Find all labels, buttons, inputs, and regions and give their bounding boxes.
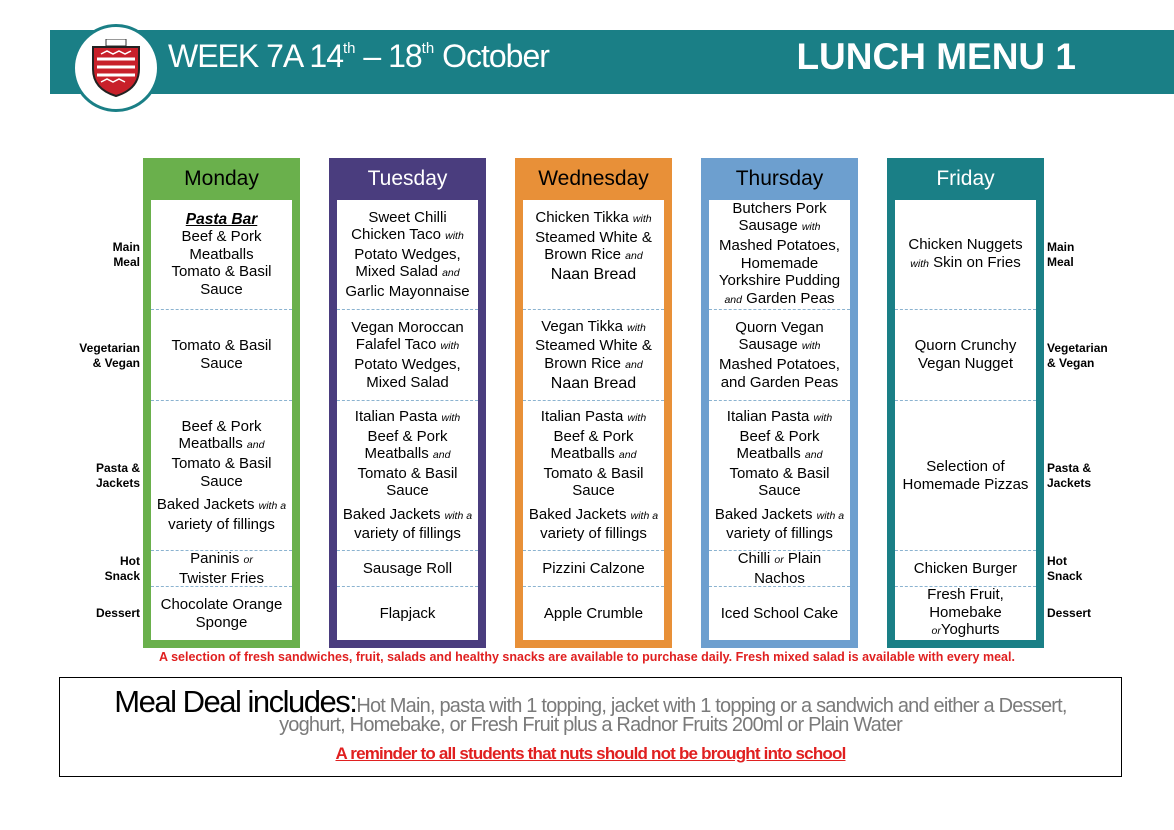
- row-label-main-meal: Main Meal: [112, 240, 140, 269]
- cell-dessert: Apple Crumble: [543, 604, 644, 622]
- day-column-tuesday: [329, 158, 486, 648]
- menu-title: LUNCH MENU 1: [796, 36, 1076, 77]
- cell-pasta-jackets: Italian Pasta with Beef & Pork Meatballs and Tomato & Basil Sauce Baked Jackets with a variety of fillings: [709, 401, 850, 551]
- day-column-wednesday: [515, 158, 672, 648]
- row-label-pasta-jackets-right: Pasta & Jackets: [1047, 461, 1092, 490]
- cell-dessert: Chocolate Orange Sponge: [160, 595, 283, 631]
- day-name-friday: Friday: [936, 167, 995, 190]
- cell-main-meal: Sweet Chilli Chicken Taco with Potato Wedges, Mixed Salad and Garlic Mayonnaise: [337, 200, 478, 310]
- meal-deal-text-2: yoghurt, Homebake, or Fresh Fruit plus a Radnor Fruits 200ml or Plain Water: [279, 714, 902, 736]
- cell-pasta-jackets: Selection of Homemade Pizzas: [895, 401, 1036, 551]
- meal-deal-text-1: Hot Main, pasta with 1 topping, jacket with 1 topping or a sandwich and either a Dessert,: [356, 695, 1067, 717]
- cell-vegetarian: Quorn Vegan Sausage with Mashed Potatoes, and Garden Peas: [709, 310, 850, 401]
- row-label-dessert: Dessert: [95, 606, 140, 620]
- day-body-monday: [151, 200, 292, 640]
- row-label-dessert-right: Dessert: [1047, 606, 1092, 620]
- cell-main-meal: Pasta Bar Beef & Pork Meatballs Tomato & Basil Sauce: [151, 200, 292, 310]
- day-name-monday: Monday: [184, 167, 259, 190]
- day-column-thursday: [701, 158, 858, 648]
- school-crest-logo: [72, 24, 160, 112]
- row-label-hot-snack-right: Hot Snack: [1047, 554, 1083, 583]
- cell-dessert: Flapjack: [379, 604, 436, 622]
- cell-hot-snack: Sausage Roll: [337, 551, 478, 587]
- row-label-hot-snack: Hot Snack: [104, 554, 140, 583]
- cell-hot-snack: Paninis or Twister Fries: [151, 551, 292, 587]
- day-name-thursday: Thursday: [735, 167, 824, 190]
- row-label-vegetarian-vegan-right: Vegetarian & Vegan: [1047, 341, 1108, 370]
- day-body-thursday: [709, 200, 850, 640]
- day-name-tuesday: Tuesday: [367, 167, 448, 190]
- day-column-monday: [143, 158, 300, 648]
- cell-vegetarian: Vegan Tikka with Steamed White & Brown Rice and Naan Bread: [523, 310, 664, 401]
- cell-pasta-jackets: Italian Pasta with Beef & Pork Meatballs and Tomato & Basil Sauce Baked Jackets with a variety of fillings: [337, 401, 478, 551]
- day-column-friday: [887, 158, 1044, 648]
- cell-vegetarian: Quorn Crunchy Vegan Nugget: [895, 310, 1036, 401]
- meal-deal-box: [59, 677, 1122, 777]
- cell-hot-snack: Pizzini Calzone: [523, 551, 664, 587]
- cell-main-meal: Chicken Tikka with Steamed White & Brown Rice and Naan Bread: [523, 200, 664, 310]
- meal-deal-heading: Meal Deal includes:: [114, 684, 357, 719]
- row-label-vegetarian-vegan: Vegetarian & Vegan: [79, 341, 140, 370]
- cell-hot-snack: Chicken Burger: [895, 551, 1036, 587]
- day-name-wednesday: Wednesday: [538, 167, 649, 190]
- day-body-wednesday: [523, 200, 664, 640]
- row-label-pasta-jackets: Pasta & Jackets: [95, 461, 140, 490]
- cell-hot-snack: Chilli or Plain Nachos: [709, 551, 850, 587]
- availability-notice: A selection of fresh sandwiches, fruit, salads and healthy snacks are available to purchase daily. Fresh mixed salad is available with every meal.: [159, 650, 1015, 664]
- row-label-main-meal-right: Main Meal: [1047, 240, 1075, 269]
- cell-vegetarian: Vegan Moroccan Falafel Taco with Potato Wedges, Mixed Salad: [337, 310, 478, 401]
- cell-main-meal: Butchers Pork Sausage with Mashed Potatoes, Homemade Yorkshire Pudding and Garden Peas: [709, 200, 850, 310]
- week-title: WEEK 7A 14th – 18th October: [168, 38, 549, 74]
- cell-dessert: Iced School Cake: [720, 604, 839, 622]
- day-body-tuesday: [337, 200, 478, 640]
- cell-pasta-jackets: Italian Pasta with Beef & Pork Meatballs and Tomato & Basil Sauce Baked Jackets with a variety of fillings: [523, 401, 664, 551]
- nut-reminder: A reminder to all students that nuts should not be brought into school: [335, 744, 846, 763]
- cell-pasta-jackets: Beef & Pork Meatballs and Tomato & Basil Sauce Baked Jackets with a variety of fillings: [151, 401, 292, 551]
- day-body-friday: [895, 200, 1036, 640]
- cell-dessert: Fresh Fruit, Homebake orYoghurts: [927, 586, 1004, 639]
- cell-main-meal: Chicken Nuggets with Skin on Fries: [895, 200, 1036, 310]
- cell-vegetarian: Tomato & Basil Sauce: [151, 310, 292, 401]
- crest-icon: [89, 39, 143, 97]
